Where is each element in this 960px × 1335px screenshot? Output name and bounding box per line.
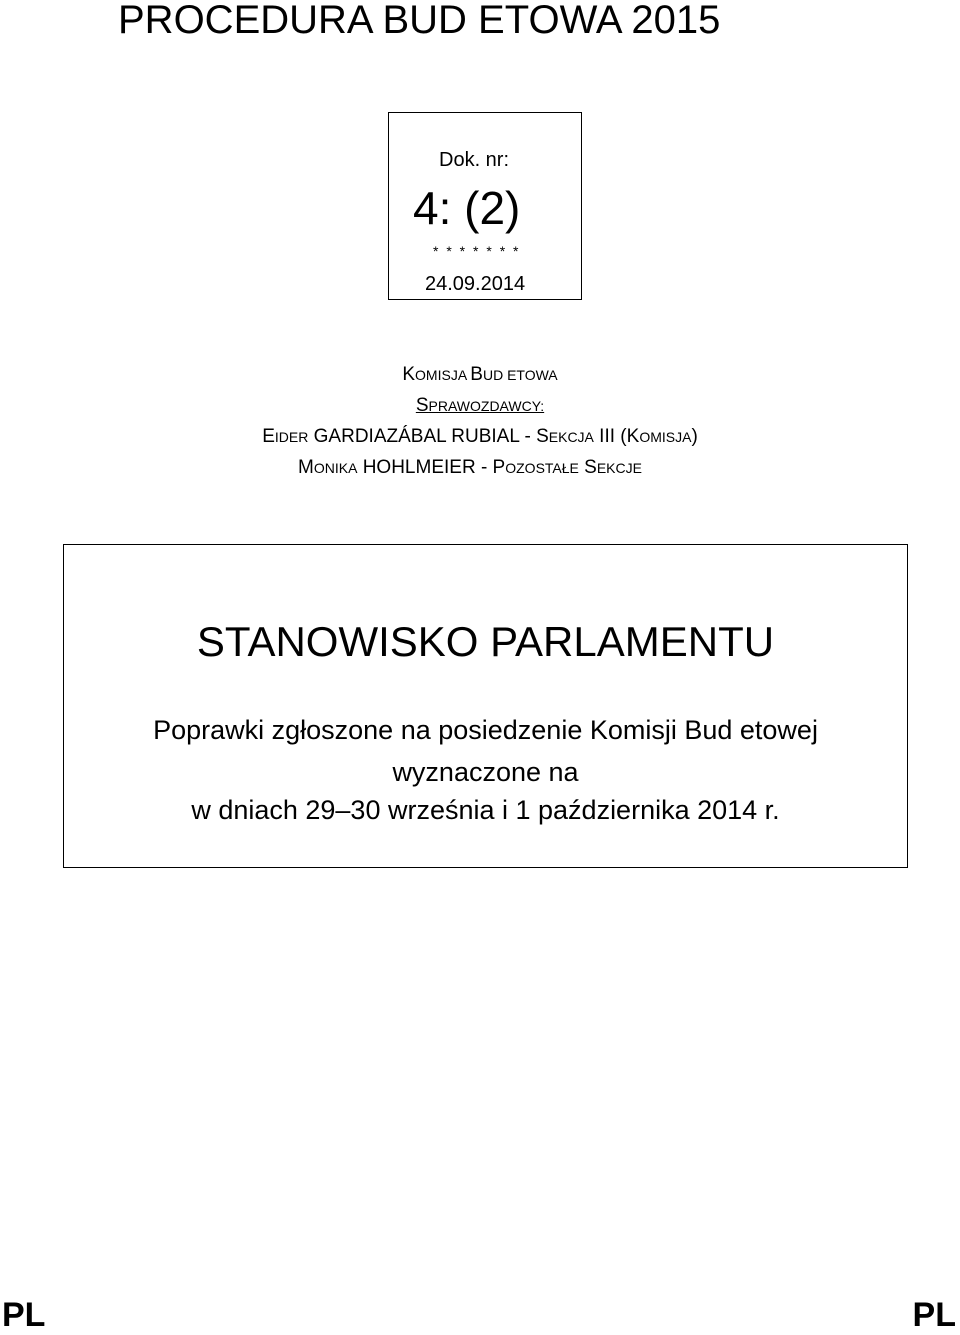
document-number-box — [388, 112, 582, 300]
committee-name-initial: K — [402, 364, 416, 385]
rapporteur1-first-initial: E — [262, 426, 275, 447]
rapporteur1-section-rest: EKCJA — [548, 429, 594, 445]
parliament-position-box — [63, 544, 908, 868]
rapporteur2-sections-rest: EKCJE — [596, 460, 642, 476]
document-date: 24.09.2014 — [425, 273, 526, 295]
rapporteur2-first-rest: ONIKA — [313, 460, 358, 476]
rapporteur2-other-rest: OZOSTAŁE — [505, 460, 579, 476]
committee-name — [0, 365, 960, 384]
rapporteurs-heading-initial: S — [415, 395, 429, 416]
rapporteur-line-1 — [0, 427, 960, 446]
position-line-1: Poprawki zgłoszone na posiedzenie Komisji Bud etowej — [153, 715, 818, 745]
rapporteurs-heading — [0, 396, 960, 415]
document-number-label: Dok. nr: — [439, 149, 510, 171]
position-line-2: wyznaczone na — [392, 757, 579, 787]
language-code-right: PL — [912, 1296, 956, 1334]
committee-name-rest: OMISJA — [415, 367, 471, 383]
rapporteur1-surname: GARDIAZÁBAL RUBIAL - — [308, 426, 537, 447]
rapporteur1-first-rest: IDER — [274, 429, 309, 445]
rapporteur2-surname: HOHLMEIER - — [357, 457, 493, 478]
rapporteur1-committee-initial: K — [626, 426, 640, 447]
rapporteur2-sections-initial: S — [578, 457, 597, 478]
position-line-3: w dniach 29–30 września i 1 października 2014 r. — [191, 795, 780, 825]
rapporteur-line-2 — [0, 458, 950, 477]
rapporteurs-heading-rest: PRAWOZDAWCY: — [428, 398, 545, 414]
document-number: 4: (2) — [413, 182, 521, 234]
committee-budget-initial: B — [470, 364, 483, 385]
document-title: PROCEDURA BUD ETOWA 2015 — [118, 0, 721, 42]
committee-budget-rest: UD ETOWA — [482, 367, 558, 383]
rapporteur1-section-initial: S — [536, 426, 549, 447]
rapporteur1-committee-rest: OMISJA — [639, 429, 692, 445]
rapporteur1-section-number: III ( — [593, 426, 627, 447]
parliament-position-title: STANOWISKO PARLAMENTU — [196, 618, 775, 665]
document-stars: * * * * * * * — [433, 243, 521, 259]
rapporteur2-other-initial: P — [492, 457, 506, 478]
rapporteur1-close: ) — [691, 426, 698, 447]
rapporteur2-first-initial: M — [298, 457, 314, 478]
language-code-left: PL — [2, 1296, 46, 1334]
